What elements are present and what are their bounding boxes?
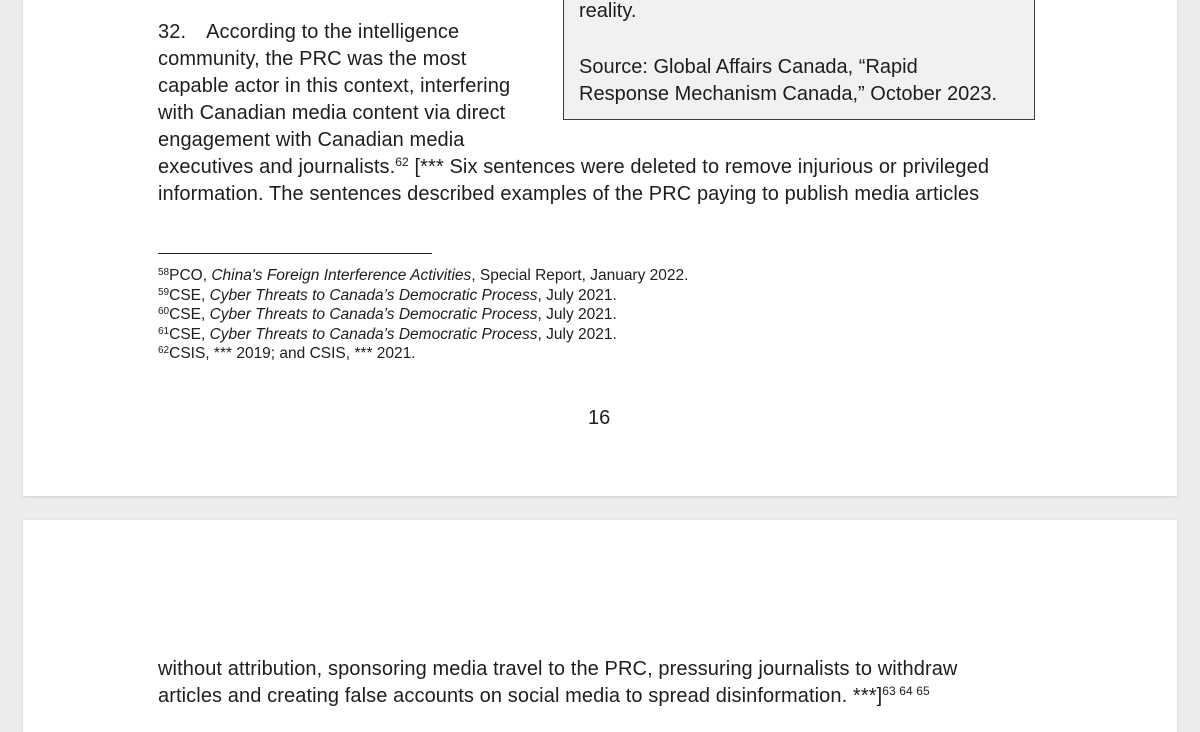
footnote-title: Cyber Threats to Canada’s Democratic Process	[209, 325, 538, 343]
paragraph-line: executives and journalists.	[158, 156, 396, 178]
document-page-16	[23, 0, 1177, 496]
callout-source-line: Source: Global Affairs Canada, “Rapid	[579, 56, 918, 78]
footnote-rest: , July 2021.	[537, 306, 617, 323]
footnote-number: 60	[158, 306, 170, 317]
paragraph-line: community, the PRC was the most	[158, 48, 467, 70]
footnote-title: China's Foreign Interference Activities	[211, 267, 472, 284]
footnote-author: CSE,	[169, 286, 210, 304]
footnote-61	[158, 325, 688, 345]
source-callout-box	[563, 0, 1035, 120]
paragraph-32-left-column	[158, 19, 558, 154]
footnote-title: Cyber Threats to Canada’s Democratic Process	[209, 286, 538, 304]
callout-text: reality.	[579, 0, 637, 22]
footnote-refs[interactable]: 63 64 65	[882, 684, 930, 698]
footnote-rest: , July 2021.	[537, 325, 617, 343]
paragraph-line: information. The sentences described examples of the PRC paying to publish media articles	[158, 183, 980, 205]
paragraph-line: [*** Six sentences were deleted to remove injurious or privileged	[408, 156, 990, 178]
footnote-59	[158, 286, 688, 306]
paragraph-continuation	[158, 656, 1098, 710]
footnote-author: CSIS,	[169, 345, 214, 362]
paragraph-number: 32.	[158, 21, 187, 43]
footnote-ref[interactable]: 62	[395, 155, 409, 169]
footnote-number: 59	[158, 286, 170, 298]
footnote-author: CSE,	[169, 325, 210, 343]
footnote-rest: , July 2021.	[537, 286, 617, 304]
callout-source-line: Response Mechanism Canada,” October 2023.	[579, 83, 998, 105]
paragraph-line: articles and creating false accounts on social media to spread disinformation. ***]	[158, 685, 883, 707]
footnote-title: Cyber Threats to Canada’s Democratic Process	[209, 306, 538, 323]
footnotes	[158, 266, 688, 364]
paragraph-line: engagement with Canadian media	[158, 129, 465, 151]
footnote-60	[158, 305, 688, 325]
footnote-rest: , Special Report, January 2022.	[471, 267, 689, 284]
paragraph-line: with Canadian media content via direct	[158, 102, 506, 124]
paragraph-line: According to the intelligence	[206, 21, 460, 43]
footnote-rest: *** 2019; and CSIS, *** 2021.	[213, 345, 416, 362]
footnote-number: 61	[158, 325, 170, 337]
paragraph-line: capable actor in this context, interfering	[158, 75, 511, 97]
footnote-author: PCO,	[169, 267, 212, 284]
footnote-separator	[158, 253, 432, 254]
footnote-62	[158, 344, 688, 364]
paragraph-line: without attribution, sponsoring media travel to the PRC, pressuring journalists to withdraw	[158, 658, 958, 680]
document-page-17	[23, 520, 1177, 732]
footnote-author: CSE,	[169, 306, 210, 323]
paragraph-32-full-width	[158, 154, 1058, 208]
page-number: 16	[588, 407, 611, 429]
footnote-58	[158, 266, 688, 286]
footnote-number: 62	[158, 345, 170, 356]
footnote-number: 58	[158, 267, 170, 278]
